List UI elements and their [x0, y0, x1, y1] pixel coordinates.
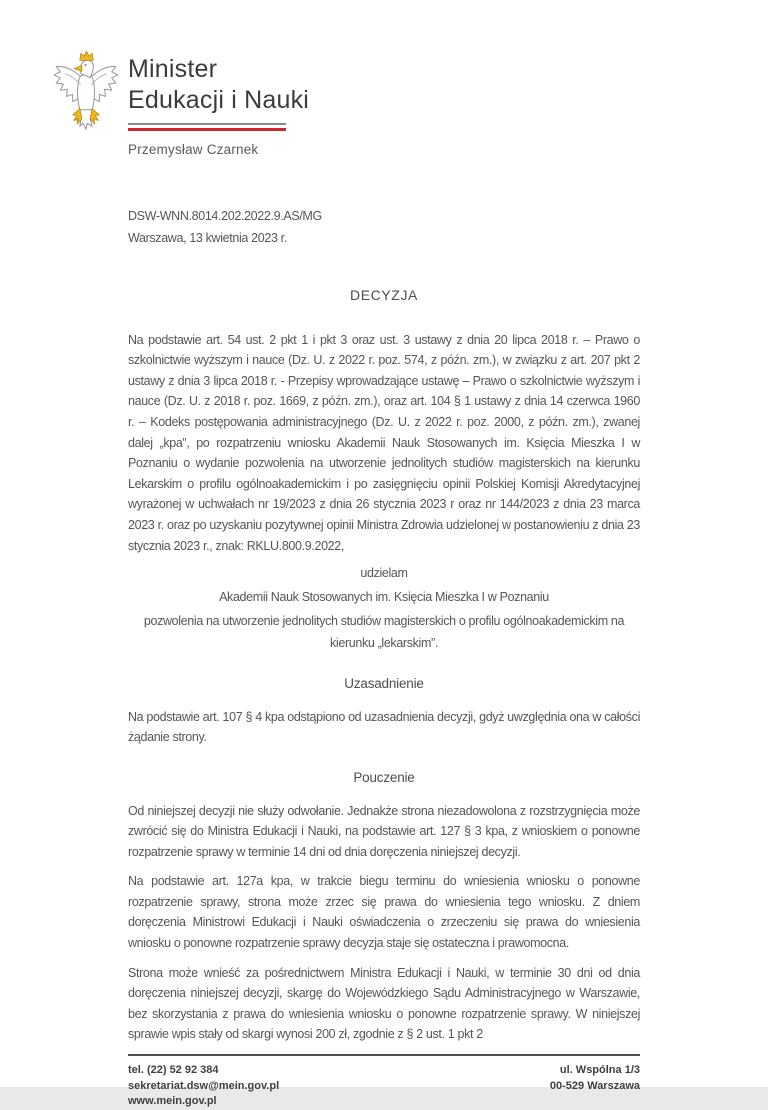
- minister-name: Przemysław Czarnek: [128, 142, 259, 157]
- ministry-title-line1: Minister: [128, 55, 218, 83]
- polish-eagle-coat-of-arms-icon: [50, 48, 122, 151]
- grant-recipient: Akademii Nauk Stosowanych im. Księcia Mieszka I w Poznaniu: [219, 590, 549, 605]
- footer-phone: tel. (22) 52 92 384: [128, 1064, 219, 1077]
- letterhead-divider: [128, 123, 286, 131]
- grant-block: [128, 562, 640, 654]
- footer-contact-block: [128, 1063, 279, 1110]
- ministry-block: [128, 54, 428, 157]
- footer-email: sekretariat.dsw@mein.gov.pl: [128, 1079, 280, 1092]
- page-footer: [128, 1054, 640, 1110]
- section-heading-uzasadnienie: Uzasadnienie: [344, 676, 424, 692]
- footer-city: 00-529 Warszawa: [549, 1079, 640, 1092]
- gray-rule: [128, 123, 286, 125]
- document-body: [128, 206, 640, 1110]
- decision-title: DECYZJA: [350, 287, 418, 303]
- pouczenie-paragraph-2: Na podstawie art. 127a kpa, w trakcie biegu terminu do wniesienia wniosku o ponowne rozpatrzenie sprawy, strona może zrzec się prawa do wniesienia tego wniosku. Z dniem doręczenia Ministrowi Edukacji i Nauki oświadczenia o zrzeczeniu się prawa do wniesienia wniosku o ponowne rozpatrzenie sprawy decyzja staje się ostateczna i prawomocna.: [128, 874, 640, 951]
- footer-street: ul. Wspólna 1/3: [559, 1064, 640, 1077]
- grant-verb: udzielam: [360, 566, 408, 581]
- reference-number: DSW-WNN.8014.202.2022.9.AS/MG: [128, 209, 322, 223]
- pouczenie-paragraph-1: Od niniejszej decyzji nie służy odwołanie. Jednakże strona niezadowolona z rozstrzygnięcia może zwrócić się do Ministra Edukacji i Nauki, na podstawie art. 127 § 3 kpa, z wnioskiem o ponowne rozpatrzenie sprawy w terminie 14 dni od dnia doręczenia niniejszej decyzji.: [128, 803, 640, 859]
- uzasadnienie-paragraph: Na podstawie art. 107 § 4 kpa odstąpiono od uzasadnienia decyzji, gdyż uwzględnia ona w całości żądanie strony.: [128, 709, 640, 745]
- place-and-date: Warszawa, 13 kwietnia 2023 r.: [128, 230, 287, 245]
- ministry-title-line2: Edukacji i Nauki: [128, 86, 310, 114]
- pouczenie-paragraph-3: Strona może wnieść za pośrednictwem Ministra Edukacji i Nauki, w terminie 30 dni od dnia doręczenia niniejszej decyzji, skargę do Wojewódzkiego Sądu Administracyjnego w Warszawie, bez skorzystania z prawa do wniesienia wniosku o ponowne rozpatrzenie sprawy. W niniejszej sprawie wpis stały od skargi wynosi 200 zł, zgodnie z § 2 ust. 1 pkt 2: [128, 965, 640, 1042]
- red-rule: [128, 128, 286, 131]
- grant-subject: pozwolenia na utworzenie jednolitych studiów magisterskich o profilu ogólnoakademickim na kierunku „lekarskim”.: [143, 614, 625, 651]
- section-heading-pouczenie: Pouczenie: [353, 769, 415, 785]
- intro-paragraph: Na podstawie art. 54 ust. 2 pkt 1 i pkt 3 oraz ust. 3 ustawy z dnia 20 lipca 2018 r. – Prawo o szkolnictwie wyższym i nauce (Dz. U. z 2022 r. poz. 574, z późn. zm.), w związku z art. 207 pkt 2 ustawy z dnia 3 lipca 2018 r. - Przepisy wprowadzające ustawę – Prawo o szkolnictwie wyższym i nauce (Dz. U. z 2018 r. poz. 1669, z późn. zm.), oraz art. 104 § 1 ustawy z dnia 14 czerwca 1960 r. – Kodeks postępowania administracyjnego (Dz. U. z 2022 r. poz. 2000, z późn. zm.), zwanej dalej „kpa”, po rozpatrzeniu wniosku Akademii Nauk Stosowanych im. Księcia Mieszka I w Poznaniu o wydanie pozwolenia na utworzenie jednolitych studiów magisterskich na kierunku Lekarskim o profilu ogólnoakademickim i po zasięgnięciu opinii Polskiej Komisji Akredytacyjnej wyrażonej w uchwałach nr 19/2023 z dnia 26 stycznia 2023 r oraz nr 144/2023 z dnia 23 marca 2023 r. oraz po uzyskaniu pozytywnej opinii Ministra Zdrowia udzielonej w postanowieniu z dnia 23 stycznia 2023 r., znak: RKLU.800.9.2022,: [128, 332, 640, 553]
- footer-address-block: [550, 1063, 640, 1094]
- footer-website: www.mein.gov.pl: [128, 1095, 217, 1108]
